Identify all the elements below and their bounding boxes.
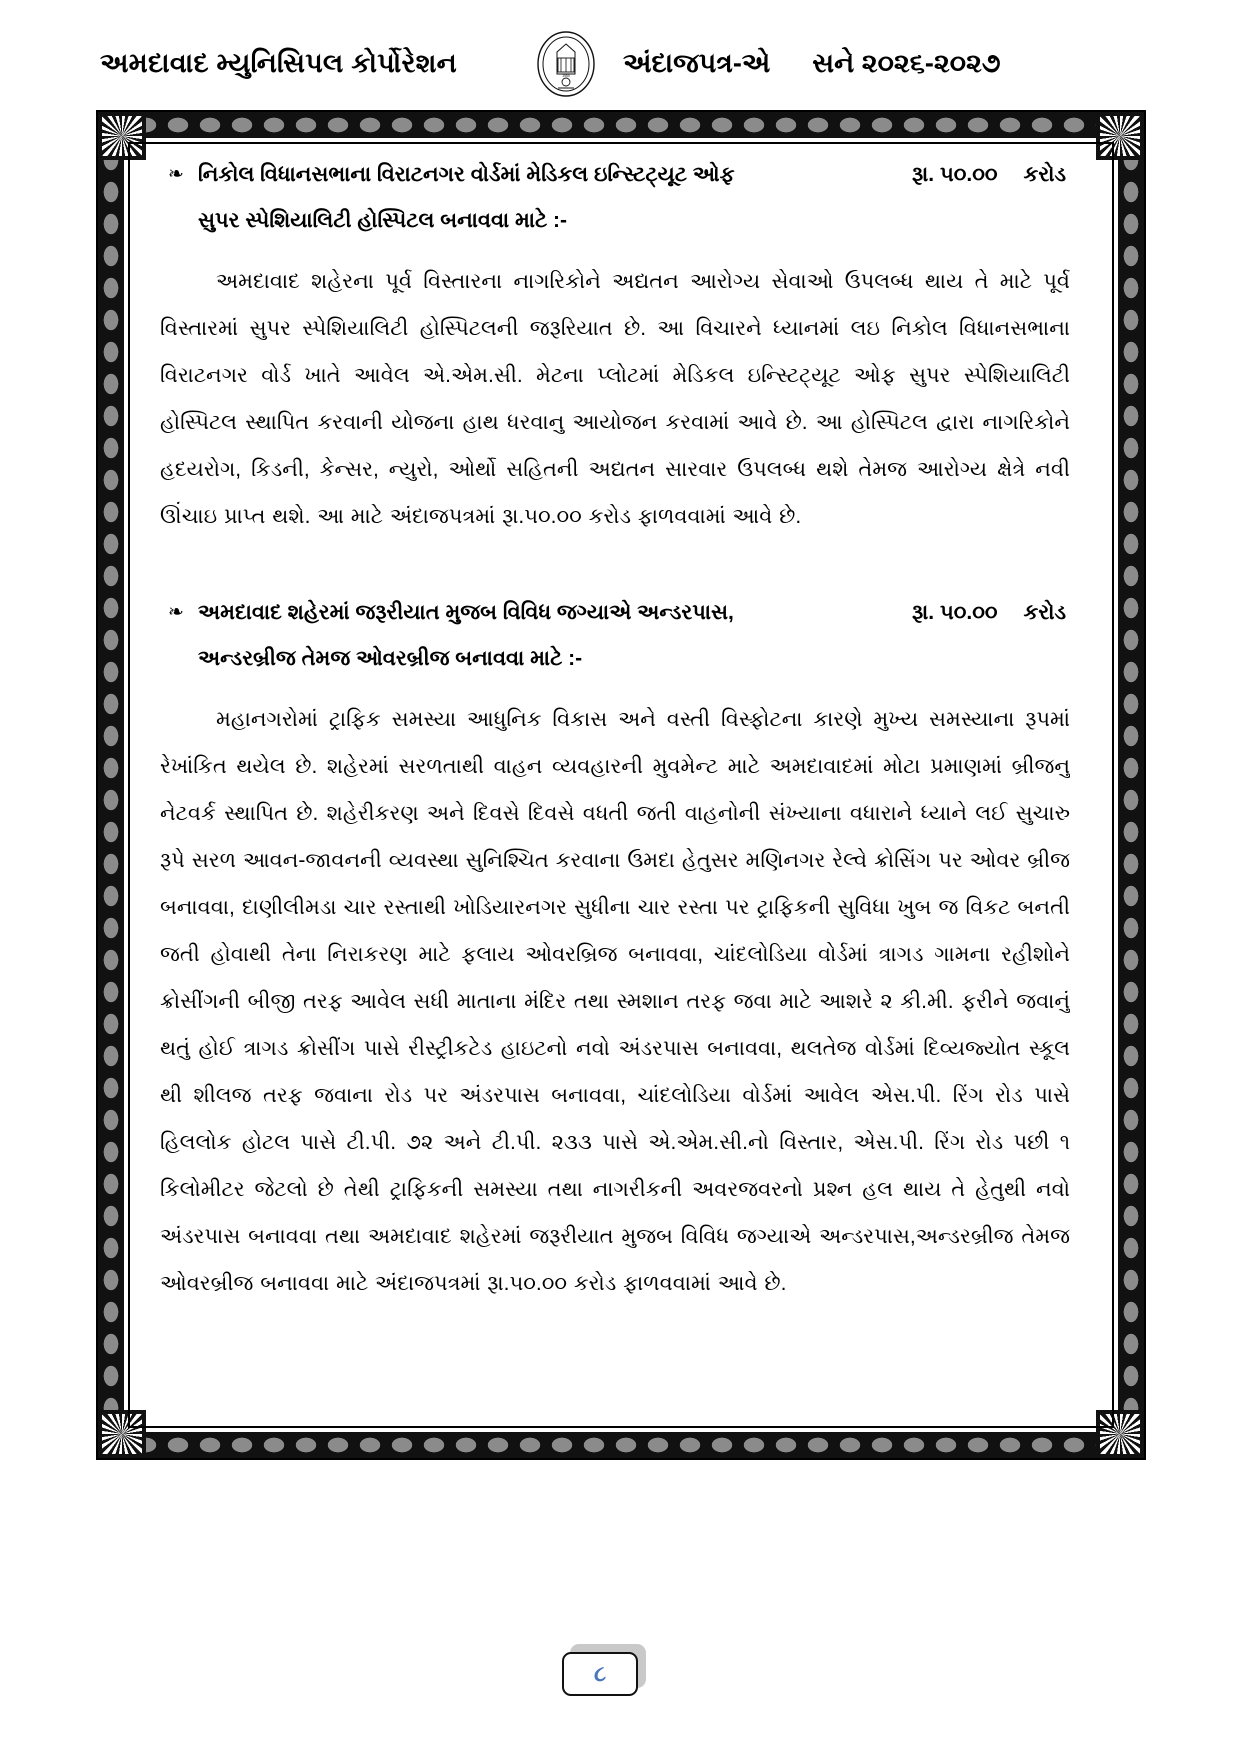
border-band-top [98,112,1144,138]
document-title: અંદાજપત્ર-એ [622,48,771,78]
heading-first-line [198,590,1070,636]
svg-text:1950: 1950 [562,74,570,78]
document-content [160,152,1070,1422]
diamond-bullet-icon: ❧ [168,164,184,185]
amount-value: રૂા. ૫૦.૦૦ [911,163,998,186]
border-band-bottom [98,1432,1144,1458]
heading-second-line: અન્ડરબ્રીજ તેમજ ઓવરબ્રીજ બનાવવા માટે :- [198,647,583,670]
heading-first-line [198,152,1070,198]
section-spacer [160,548,1070,590]
page-number-text: ૮ [593,1661,607,1686]
header-title-group [623,48,1001,80]
amount-unit: કરોડ [1023,601,1066,624]
budget-item-amount [912,152,1070,198]
budget-year: સને ૨૦૨૬-૨૦૨૭ [812,48,1001,78]
budget-item-body: મહાનગરોમાં ટ્રાફિક સમસ્યા આધુનિક વિકાસ અને વસ્તી વિસ્ફોટના કારણે મુખ્ય સમસ્યાના રૂપમાં રેખાંકિત થયેલ છે. શહેરમાં સરળતાથી વાહન વ્યવહારની મુવમેન્ટ માટે અમદાવાદમાં મોટા પ્રમાણમાં બ્રીજનુ નેટવર્ક સ્થાપિત છે. શહેરીકરણ અને દિવસે દિવસે વધતી જતી વાહનોની સંખ્યાના વધારાને ધ્યાને લઈ સુચારુ રૂપે સરળ આવન-જાવનની વ્યવસ્થા સુનિશ્ચિત કરવાના ઉમદા હેતુસર મણિનગર રેલ્વે ક્રોસિંગ પર ઓવર બ્રીજ બનાવવા, દાણીલીમડા ચાર રસ્તાથી ખોડિયારનગર સુધીના ચાર રસ્તા પર ટ્રાફિકની સુવિધા ખુબ જ વિકટ બનતી જતી હોવાથી તેના નિરાકરણ માટે ફલાય ઓવરબ્રિજ બનાવવા, ચાંદલોડિયા વોર્ડમાં ત્રાગડ ગામના રહીશોને ક્રોસીંગની બીજી તરફ આવેલ સધી માતાના મંદિર તથા સ્મશાન તરફ જવા માટે આશરે ૨ કી.મી. ફરીને જવાનું થતું હોઈ ત્રાગડ ક્રોસીંગ પાસે રીસ્ટ્રીકટેડ હાઇટનો નવો અંડરપાસ બનાવવા, થલતેજ વોર્ડમાં દિવ્યજ્યોત સ્કૂલ થી શીલજ તરફ જવાના રોડ પર અંડરપાસ બનાવવા, ચાંદલોડિયા વોર્ડમાં આવેલ એસ.પી. રિંગ રોડ પાસે હિલલોક હોટલ પાસે ટી.પી. ૭૨ અને ટી.પી. ૨૩૩ પાસે એ.એમ.સી.નો વિસ્તાર, એસ.પી. રિંગ રોડ પછી ૧ કિલોમીટર જેટલો છે તેથી ટ્રાફિકની સમસ્યા તથા નાગરીકની અવરજવરનો પ્રશ્ન હલ થાય તે હેતુથી નવો અંડરપાસ બનાવવા તથા અમદાવાદ શહેરમાં જરૂરીયાત મુજબ વિવિધ જગ્યાએ અન્ડરપાસ,અન્ડરબ્રીજ તેમજ ઓવરબ્રીજ બનાવવા માટે અંદાજપત્રમાં રૂા.૫૦.૦૦ કરોડ ફાળવવામાં આવે છે. [160,708,1070,1295]
budget-item-body: અમદાવાદ શહેરના પૂર્વ વિસ્તારના નાગરિકોને અદ્યતન આરોગ્ય સેવાઓ ઉપલબ્ધ થાય તે માટે પૂર્વ વિસ્તારમાં સુપર સ્પેશિયાલિટી હોસ્પિટલની જરૂરિયાત છે. આ વિચારને ધ્યાનમાં લઇ નિકોલ વિધાનસભાના વિરાટનગર વોર્ડ ખાતે આવેલ એ.એમ.સી. મેટના પ્લોટમાં મેડિકલ ઇન્સ્ટિટ્યૂટ ઓફ સુપર સ્પેશિયાલિટી હોસ્પિટલ સ્થાપિત કરવાની યોજના હાથ ધરવાનુ આયોજન કરવામાં આવે છે. આ હોસ્પિટલ દ્વારા નાગરિકોને હદયરોગ, કિડની, કેન્સર, ન્યુરો, ઓર્થો સહિતની અદ્યતન સારવાર ઉપલબ્ધ થશે તેમજ આરોગ્ય ક્ષેત્રે નવી ઊંચાઇ પ્રાપ્ત થશે. આ માટે અંદાજપત્રમાં રૂા.૫૦.૦૦ કરોડ ફાળવવામાં આવે છે. [160,270,1070,528]
amc-seal-emblem-icon [535,30,597,98]
budget-item-amount [912,590,1070,636]
border-band-left [98,112,124,1458]
amount-value: રૂા. ૫૦.૦૦ [911,601,998,624]
budget-item [160,152,1070,540]
budget-item [160,590,1070,1307]
heading-second-line: સુપર સ્પેશિયાલિટી હોસ્પિટલ બનાવવા માટે :- [198,209,568,232]
organization-name: અમદાવાદ મ્યુનિસિપલ કોર્પોરેશન [100,48,457,78]
budget-item-heading [160,590,1070,682]
budget-item-title: અમદાવાદ શહેરમાં જરૂરીયાત મુજબ વિવિધ જગ્યાએ અન્ડરપાસ, [198,601,734,624]
border-band-right [1118,112,1144,1458]
page-number-badge [562,1652,638,1696]
diamond-bullet-icon: ❧ [168,602,184,623]
page-number-box [562,1652,638,1696]
page-header [100,28,1145,100]
amount-unit: કરોડ [1023,163,1066,186]
budget-item-heading [160,152,1070,244]
budget-item-title: નિકોલ વિધાનસભાના વિરાટનગર વોર્ડમાં મેડિકલ ઇન્સ્ટિટ્યૂટ ઓફ [198,163,735,186]
